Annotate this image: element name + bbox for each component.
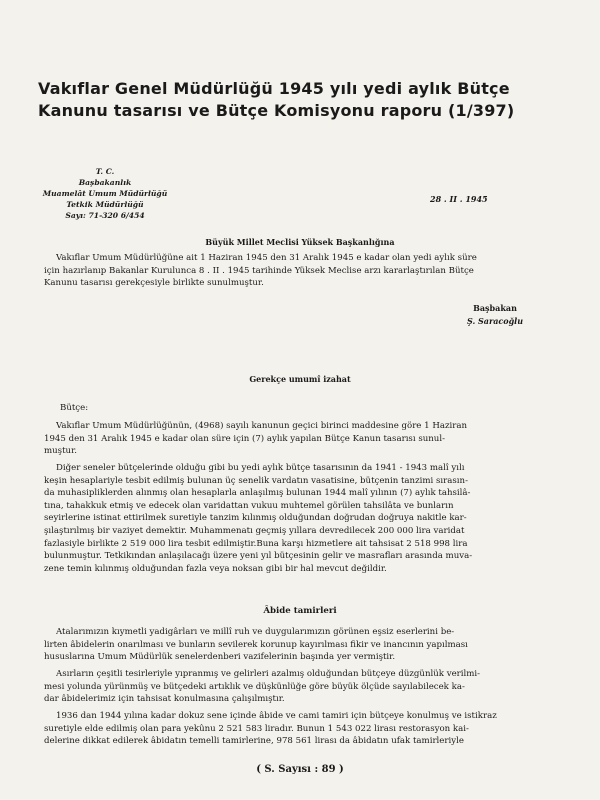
gerekce-heading: Gerekçe umumî izahat bbox=[249, 374, 351, 384]
letterhead-dept: Muamelât Umum Müdürlüğü bbox=[42, 189, 168, 198]
letter-date: 28 . II . 1945 bbox=[430, 194, 488, 204]
letterhead-unit: Tetkik Müdürlüğü bbox=[66, 200, 144, 209]
intro-paragraph bbox=[44, 252, 546, 290]
abide-heading: Âbide tamirleri bbox=[263, 606, 337, 616]
letterhead-tc: T. C. bbox=[95, 167, 115, 176]
paragraph-2 bbox=[44, 462, 546, 575]
paragraph-line: delerine dikkat edilerek âbidatın temelli tamirlerine, 978 561 lirası da âbidatın ufak tamirleriyle bbox=[44, 736, 464, 747]
paragraph-line: Diğer seneler bütçelerinde olduğu gibi bu yedi aylık bütçe tasarısının da 1941 - 1943 malî yılı bbox=[56, 463, 465, 473]
paragraph-line: seyirlerine istinat ettirilmek suretiyle tanzim kılınmış olduğundan doğrudan doğruya nakitle kar- bbox=[44, 513, 467, 524]
butce-label: Bütçe: bbox=[60, 403, 89, 413]
letterhead-office: Başbakanlık bbox=[78, 178, 132, 187]
intro-line: Kanunu tasarısı gerekçesiyle birlikte sunulmuştur. bbox=[44, 278, 264, 289]
letterhead bbox=[30, 166, 180, 221]
paragraph-line: fazlasiyle birlikte 2 519 000 lira tesbit edilmiştir.Buna karşı hizmetlere ait tahsisat 2 518 998 lira bbox=[44, 538, 468, 549]
paragraph-line: suretiyle elde edilmiş olan para yekûnu 2 521 583 liradır. Bunun 1 543 022 lirası restorasyon kai- bbox=[44, 723, 469, 734]
paragraph-line: Atalarımızın kıymetli yadigârları ve millî ruh ve duygularımızın görünen eşsiz eserlerini be- bbox=[56, 627, 455, 637]
document-title-line-1: Vakıflar Genel Müdürlüğü 1945 yılı yedi aylık Bütçe bbox=[38, 79, 510, 98]
paragraph-line: hususlarına Umum Müdürlük senelerdenberi vazifelerinin başında yer vermiştir. bbox=[44, 652, 396, 663]
paragraph-4 bbox=[44, 668, 546, 706]
paragraph-line: Asırların çeşitli tesirleriyle yıpranmış ve gelirleri azalmış olduğundan bütçeye düzgünlük verilmi- bbox=[56, 669, 481, 679]
paragraph-3 bbox=[44, 626, 546, 664]
paragraph-line: şılaştırılmış bir vaziyet demektir. Muhammenatı geçmiş yıllara devredilecek 200 000 lira varidat bbox=[44, 525, 465, 536]
paragraph-line: zene temin kılınmış olduğundan fazla veya noksan gibi bir hal mevcut değildir. bbox=[44, 563, 387, 574]
paragraph-line: muştur. bbox=[44, 446, 77, 457]
document-title-line-2: Kanunu tasarısı ve Bütçe Komisyonu raporu (1/397) bbox=[38, 101, 515, 120]
intro-line: Vakıflar Umum Müdürlüğüne ait 1 Haziran 1945 den 31 Aralık 1945 e kadar olan yedi aylık süre bbox=[56, 253, 477, 263]
page-footer: ( S. Sayısı : 89 ) bbox=[256, 764, 344, 775]
letterhead-number: Sayı: 71-320 6/454 bbox=[65, 211, 145, 220]
paragraph-line: tına, tahakkuk etmiş ve edecek olan varidattan vukuu muhtemel görülen tahsilâta ve bunların bbox=[44, 500, 454, 511]
paragraph-line: Vakıflar Umum Müdürlüğünün, (4968) sayılı kanunun geçici birinci maddesine göre 1 Haziran bbox=[56, 421, 467, 431]
paragraph-line: da muhasipliklerden alınmış olan hesaplarla anlaşılmış bulunan 1944 malî yılının (7) aylık tahsilâ- bbox=[44, 488, 471, 499]
signature-name: Ş. Saracoğlu bbox=[466, 316, 524, 326]
paragraph-line: dar âbidelerimiz için tahsisat konulmasına çalışılmıştır. bbox=[44, 694, 285, 705]
signature-role: Başbakan bbox=[473, 303, 517, 313]
paragraph-line: bulunmuştur. Tetkikından anlaşılacağı üzere yeni yıl bütçesinin gelir ve masrafları arasında muva- bbox=[44, 551, 473, 562]
signature-block bbox=[440, 302, 550, 328]
paragraph-5 bbox=[44, 710, 546, 748]
paragraph-line: lirten âbidelerin onarılması ve bunların sevilerek korunup kayırılması fikir ve inancının yapılması bbox=[44, 639, 468, 650]
paragraph-line: 1936 dan 1944 yılına kadar dokuz sene içinde âbide ve cami tamiri için bütçeye konulmuş ve istikraz bbox=[56, 711, 497, 721]
paragraph-1 bbox=[44, 420, 546, 458]
paragraph-line: keşin hesaplariyle tesbit edilmiş bulunan üç senelik vardatın vasatisine, bütçenin tanzimi sırasın- bbox=[44, 475, 468, 486]
paragraph-line: 1945 den 31 Aralık 1945 e kadar olan süre için (7) aylık yapılan Bütçe Kanun tasarısı sunul- bbox=[44, 433, 445, 444]
intro-line: için hazırlanıp Bakanlar Kurulunca 8 . II . 1945 tarihinde Yüksek Meclise arzı kararlaştırılan Bütçe bbox=[44, 265, 474, 276]
addressee: Büyük Millet Meclisi Yüksek Başkanlığına bbox=[205, 237, 395, 247]
paragraph-line: mesi yolunda yürünmüş ve bütçedeki artıklık ve düşkünlüğe göre büyük ölçüde sayılabilecek ka- bbox=[44, 681, 465, 692]
